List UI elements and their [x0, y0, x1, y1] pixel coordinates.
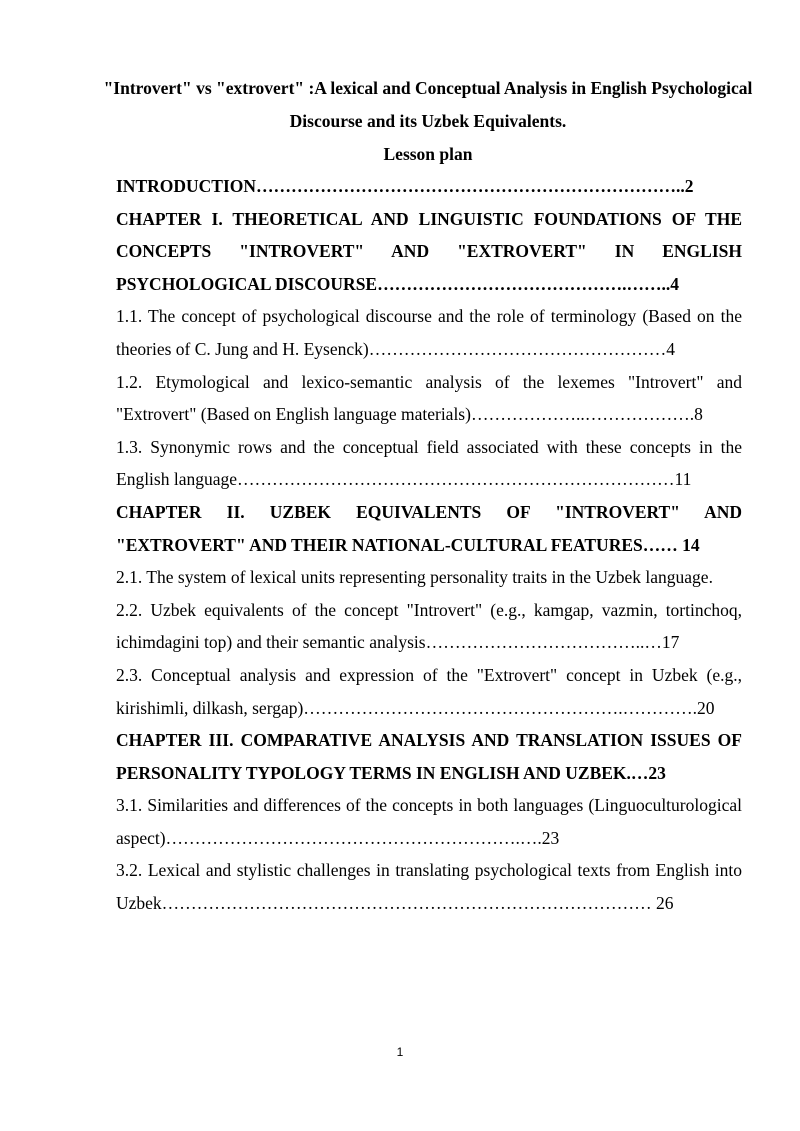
toc-entry-chapter-2: CHAPTER II. UZBEK EQUIVALENTS OF "INTROVERT" AND "EXTROVERT" AND THEIR NATIONAL-CULTURAL FEATURES…… 14	[116, 501, 742, 555]
toc-entry-1-1: 1.1. The concept of psychological discourse and the role of terminology (Based on the theories of C. Jung and H. Eysenck)……………………………………………4	[116, 306, 742, 359]
toc-entry-2-2: 2.2. Uzbek equivalents of the concept "Introvert" (e.g., kamgap, vazmin, tortinchoq, ichimdagini top) and their semantic analysis………………………………..…17	[116, 599, 742, 653]
toc-entry-3-2: 3.2. Lexical and stylistic challenges in translating psychological texts from English into Uzbek………………………………………………………………………… 26	[116, 860, 742, 914]
page-number: 1	[396, 1045, 404, 1059]
toc-entry-3-1: 3.1. Similarities and differences of the concepts in both languages (Linguoculturological aspect)…………………………………………………….….23	[116, 795, 742, 848]
toc-entry-2-3: 2.3. Conceptual analysis and expression of the "Extrovert" concept in Uzbek (e.g., kirishimli, dilkash, sergap)……………………………………………….………….20	[116, 664, 742, 718]
toc-entry-1-3: 1.3. Synonymic rows and the conceptual field associated with these concepts in the English language…………………………………………………………………11	[116, 436, 742, 490]
document-title: "Introvert" vs "extrovert" :A lexical and Conceptual Analysis in English Psychological Discourse and its Uzbek Equivalents.	[103, 78, 753, 131]
toc-entry-chapter-3: CHAPTER III. COMPARATIVE ANALYSIS AND TRANSLATION ISSUES OF PERSONALITY TYPOLOGY TERMS IN ENGLISH AND UZBEK.…23	[116, 730, 742, 783]
document-subtitle: Lesson plan	[383, 144, 473, 164]
toc-entry-chapter-1: CHAPTER I. THEORETICAL AND LINGUISTIC FOUNDATIONS OF THE CONCEPTS "INTROVERT" AND "EXTROVERT" IN ENGLISH PSYCHOLOGICAL DISCOURSE…………………………………….……..4	[116, 208, 742, 294]
toc-entry-2-1: 2.1. The system of lexical units representing personality traits in the Uzbek language.	[116, 567, 713, 588]
table-of-contents	[116, 170, 742, 920]
toc-entry-1-2: 1.2. Etymological and lexico-semantic analysis of the lexemes "Introvert" and "Extrovert" (Based on English language materials)………………..……………….8	[116, 371, 742, 425]
toc-entry-introduction: INTRODUCTION………………………………………………………………..2	[116, 176, 694, 196]
